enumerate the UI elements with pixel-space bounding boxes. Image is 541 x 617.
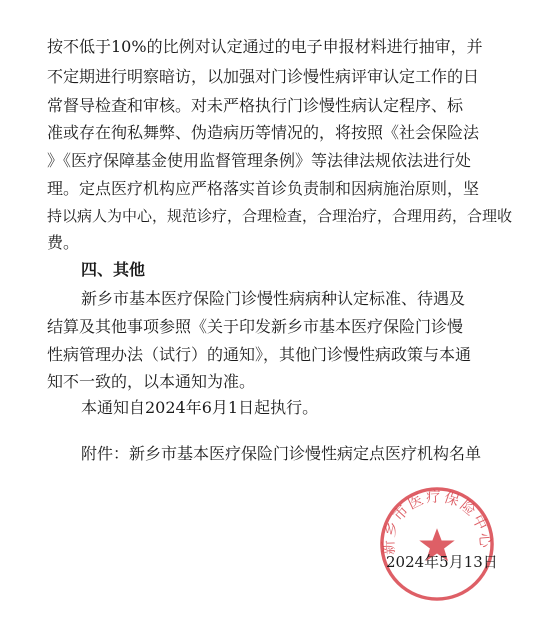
paragraph-1-line-6: 理。定点医疗机构应严格落实首诊负责制和因病施治原则，坚 [47,179,480,198]
paragraph-1-line-2: 不定期进行明察暗访，以加强对门诊慢性病评审认定工作的日 [47,67,480,86]
paragraph-1-line-8: 费。 [47,233,80,252]
attachment-line: 附件：新乡市基本医疗保险门诊慢性病定点医疗机构名单 [81,444,482,463]
paragraph-2-line-1: 新乡市基本医疗保险门诊慢性病病种认定标准、待遇及 [81,289,466,308]
signature-date: 2024年5月13日 [386,553,498,571]
paragraph-1-line-7: 持以病人为中心，规范诊疗，合理检查，合理治疗，合理用药，合理收 [47,207,513,225]
seal-text: 新乡市医疗保险中心 [380,488,494,556]
effective-notice: 本通知自2024年6月1日起执行。 [81,398,319,417]
section-heading-other: 四、其他 [81,260,146,279]
paragraph-1-line-3: 常督导检查和审核。对未严格执行门诊慢性病认定程序、标 [47,96,464,115]
paragraph-2-line-2: 结算及其他事项参照《关于印发新乡市基本医疗保险门诊慢 [47,317,464,336]
paragraph-2-line-3: 性病管理办法（试行）的通知》，其他门诊慢性病政策与本通 [47,345,472,364]
paragraph-2-line-4: 知不一致的，以本通知为准。 [47,372,256,391]
paragraph-1-line-5: 》《医疗保障基金使用监督管理条例》等法律法规依法进行处 [47,151,472,170]
paragraph-1-line-1: 按不低于10%的比例对认定通过的电子申报材料进行抽审，并 [47,37,483,56]
paragraph-1-line-4: 准或存在徇私舞弊、伪造病历等情况的，将按照《社会保险法 [47,123,480,142]
official-seal [378,485,496,603]
